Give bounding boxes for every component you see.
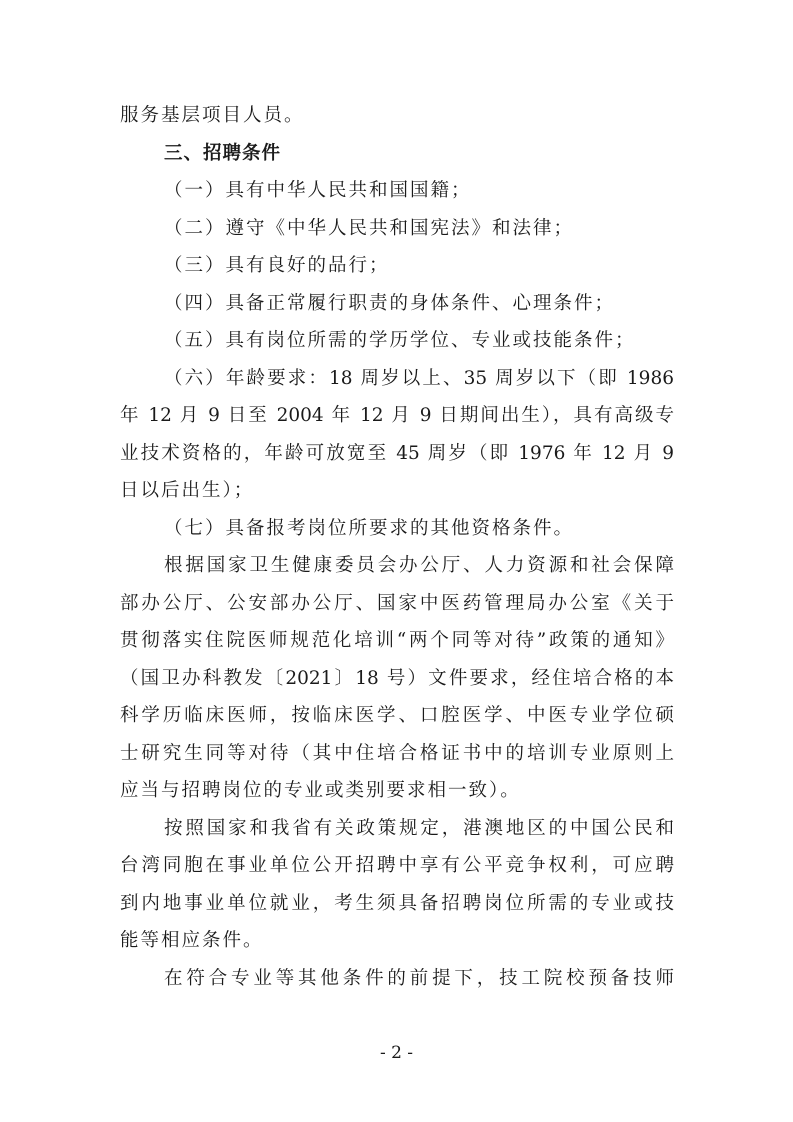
paragraph-line: 台湾同胞在事业单位公开招聘中享有公平竞争权利，可应聘	[120, 855, 674, 876]
paragraph-line: 在符合专业等其他条件的前提下，技工院校预备技师	[164, 967, 674, 989]
condition-item-4: （四）具备正常履行职责的身体条件、心理条件；	[164, 292, 616, 314]
condition-item-5: （五）具有岗位所需的学历学位、专业或技能条件；	[164, 330, 636, 351]
condition-item-1: （一）具有中华人民共和国国籍；	[164, 180, 472, 201]
paragraph-line: 士研究生同等对待（其中住培合格证书中的培训专业原则上	[120, 742, 674, 764]
paragraph-line: （国卫办科教发〔2021〕18 号）文件要求，经住培合格的本	[120, 667, 674, 689]
paragraph-line: 业技术资格的，年龄可放宽至 45 周岁（即 1976 年 12 月 9	[120, 442, 674, 464]
paragraph-line: 按照国家和我省有关政策规定，港澳地区的中国公民和	[164, 817, 674, 839]
section-heading: 三、招聘条件	[164, 142, 282, 164]
paragraph-line: 服务基层项目人员。	[120, 105, 305, 126]
paragraph-line: 年 12 月 9 日至 2004 年 12 月 9 日期间出生），具有高级专	[120, 405, 674, 426]
paragraph-line: 到内地事业单位就业，考生须具备招聘岗位所需的专业或技	[120, 892, 674, 914]
condition-item-7: （七）具备报考岗位所要求的其他资格条件。	[164, 517, 575, 539]
paragraph-line: 科学历临床医师，按临床医学、口腔医学、中医专业学位硕	[120, 705, 674, 726]
page-number: - 2 -	[379, 1043, 414, 1063]
paragraph-line: 贯彻落实住院医师规范化培训“两个同等对待”政策的通知》	[120, 630, 674, 651]
document-body	[120, 97, 674, 997]
paragraph-line: 能等相应条件。	[120, 930, 264, 951]
condition-item-2: （二）遵守《中华人民共和国宪法》和法律；	[164, 217, 575, 239]
condition-item-6: （六）年龄要求：18 周岁以上、35 周岁以下（即 1986	[164, 367, 674, 389]
paragraph-line: 根据国家卫生健康委员会办公厅、人力资源和社会保障	[164, 555, 674, 576]
paragraph-line: 部办公厅、公安部办公厅、国家中医药管理局办公室《关于	[120, 592, 674, 614]
paragraph-line: 应当与招聘岗位的专业或类别要求相一致）。	[120, 780, 521, 801]
condition-item-3: （三）具有良好的品行；	[164, 255, 390, 276]
paragraph-line: 日以后出生）；	[120, 480, 255, 501]
